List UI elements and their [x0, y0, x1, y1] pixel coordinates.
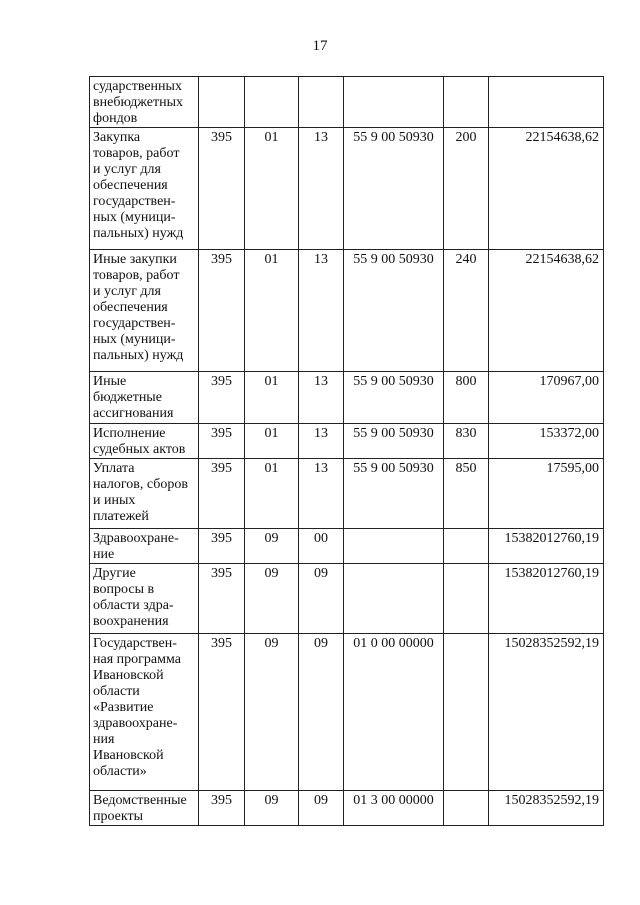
csr-cell: 01 3 00 00000 [344, 791, 444, 826]
name-cell [90, 459, 199, 529]
name-line: Ивановской [93, 668, 164, 683]
table-row [90, 564, 604, 634]
csr-cell: 55 9 00 50930 [344, 128, 444, 250]
pr-cell: 09 [299, 791, 344, 826]
ved-cell: 395 [199, 791, 245, 826]
vr-cell: 240 [444, 250, 489, 372]
name-line: бюджетные [93, 390, 162, 405]
rz-cell [245, 77, 299, 128]
name-cell [90, 564, 199, 634]
name-cell [90, 791, 199, 826]
table-row [90, 372, 604, 424]
vr-cell [444, 529, 489, 564]
rz-cell: 01 [245, 424, 299, 459]
name-line: товаров, работ [93, 268, 180, 283]
name-line: Ведомственные [93, 793, 187, 808]
name-line: ние [93, 547, 115, 562]
name-line: Другие [93, 566, 136, 581]
rz-cell: 01 [245, 128, 299, 250]
table-row [90, 424, 604, 459]
pr-cell: 00 [299, 529, 344, 564]
rz-cell: 01 [245, 250, 299, 372]
vr-cell: 850 [444, 459, 489, 529]
name-line: здравоохране- [93, 716, 178, 731]
sum-cell: 15382012760,19 [489, 529, 604, 564]
csr-cell: 55 9 00 50930 [344, 250, 444, 372]
name-line: Здравоохране- [93, 531, 179, 546]
ved-cell: 395 [199, 372, 245, 424]
name-line: области здра- [93, 598, 174, 613]
ved-cell: 395 [199, 564, 245, 634]
sum-cell: 170967,00 [489, 372, 604, 424]
name-line: ных (муници- [93, 332, 176, 347]
name-line: ная программа [93, 652, 181, 667]
name-line: «Развитие [93, 700, 154, 715]
vr-cell [444, 77, 489, 128]
name-line: фондов [93, 111, 138, 126]
name-line: и услуг для [93, 284, 161, 299]
sum-cell [489, 77, 604, 128]
sum-cell: 22154638,62 [489, 250, 604, 372]
name-line: ных (муници- [93, 210, 176, 225]
vr-cell: 200 [444, 128, 489, 250]
name-line: Закупка [93, 130, 141, 145]
table-row [90, 634, 604, 791]
sum-cell: 15028352592,19 [489, 634, 604, 791]
name-line: ния [93, 732, 115, 747]
name-line: платежей [93, 509, 149, 524]
name-line: внебюджетных [93, 95, 184, 110]
name-line: вопросы в [93, 582, 155, 597]
sum-cell: 17595,00 [489, 459, 604, 529]
name-line: Исполнение [93, 426, 166, 441]
table-row [90, 459, 604, 529]
sum-cell: 22154638,62 [489, 128, 604, 250]
pr-cell: 13 [299, 459, 344, 529]
name-line: воохранения [93, 614, 169, 629]
table-row [90, 250, 604, 372]
name-line: государствен- [93, 316, 176, 331]
name-line: товаров, работ [93, 146, 180, 161]
pr-cell: 13 [299, 424, 344, 459]
ved-cell: 395 [199, 634, 245, 791]
pr-cell: 09 [299, 634, 344, 791]
table-row [90, 529, 604, 564]
sum-cell: 153372,00 [489, 424, 604, 459]
ved-cell [199, 77, 245, 128]
vr-cell [444, 634, 489, 791]
name-line: Иные закупки [93, 252, 177, 267]
name-line: и иных [93, 493, 136, 508]
name-line: обеспечения [93, 300, 168, 315]
ved-cell: 395 [199, 424, 245, 459]
pr-cell [299, 77, 344, 128]
ved-cell: 395 [199, 250, 245, 372]
ved-cell: 395 [199, 529, 245, 564]
table-row [90, 128, 604, 250]
table-row [90, 791, 604, 826]
pr-cell: 13 [299, 372, 344, 424]
table-body [90, 77, 604, 826]
rz-cell: 09 [245, 529, 299, 564]
page-number: 17 [312, 38, 328, 54]
name-line: налогов, сборов [93, 477, 188, 492]
pr-cell: 13 [299, 250, 344, 372]
name-cell [90, 128, 199, 250]
name-line: ассигнования [93, 406, 174, 421]
rz-cell: 01 [245, 372, 299, 424]
vr-cell: 830 [444, 424, 489, 459]
pr-cell: 09 [299, 564, 344, 634]
csr-cell: 55 9 00 50930 [344, 372, 444, 424]
sum-cell: 15028352592,19 [489, 791, 604, 826]
name-cell [90, 424, 199, 459]
name-line: области» [93, 764, 147, 779]
name-line: государствен- [93, 194, 176, 209]
name-line: проекты [93, 809, 144, 824]
vr-cell: 800 [444, 372, 489, 424]
name-line: Иные [93, 374, 127, 389]
rz-cell: 09 [245, 791, 299, 826]
name-line: Уплата [93, 461, 135, 476]
name-line: судебных актов [93, 442, 186, 457]
rz-cell: 09 [245, 634, 299, 791]
sum-cell: 15382012760,19 [489, 564, 604, 634]
name-cell [90, 372, 199, 424]
csr-cell: 55 9 00 50930 [344, 459, 444, 529]
rz-cell: 09 [245, 564, 299, 634]
ved-cell: 395 [199, 128, 245, 250]
vr-cell [444, 564, 489, 634]
ved-cell: 395 [199, 459, 245, 529]
csr-cell [344, 529, 444, 564]
name-cell [90, 77, 199, 128]
csr-cell: 01 0 00 00000 [344, 634, 444, 791]
name-line: обеспечения [93, 178, 168, 193]
name-cell [90, 250, 199, 372]
table-row [90, 77, 604, 128]
csr-cell: 55 9 00 50930 [344, 424, 444, 459]
name-line: пальных) нужд [93, 348, 184, 363]
name-line: пальных) нужд [93, 226, 184, 241]
rz-cell: 01 [245, 459, 299, 529]
vr-cell [444, 791, 489, 826]
name-cell [90, 634, 199, 791]
csr-cell [344, 77, 444, 128]
name-line: сударственных [93, 79, 182, 94]
name-line: Ивановской [93, 748, 164, 763]
name-line: и услуг для [93, 162, 161, 177]
name-cell [90, 529, 199, 564]
budget-table [89, 76, 604, 826]
name-line: Государствен- [93, 636, 177, 651]
csr-cell [344, 564, 444, 634]
name-line: области [93, 684, 140, 699]
pr-cell: 13 [299, 128, 344, 250]
